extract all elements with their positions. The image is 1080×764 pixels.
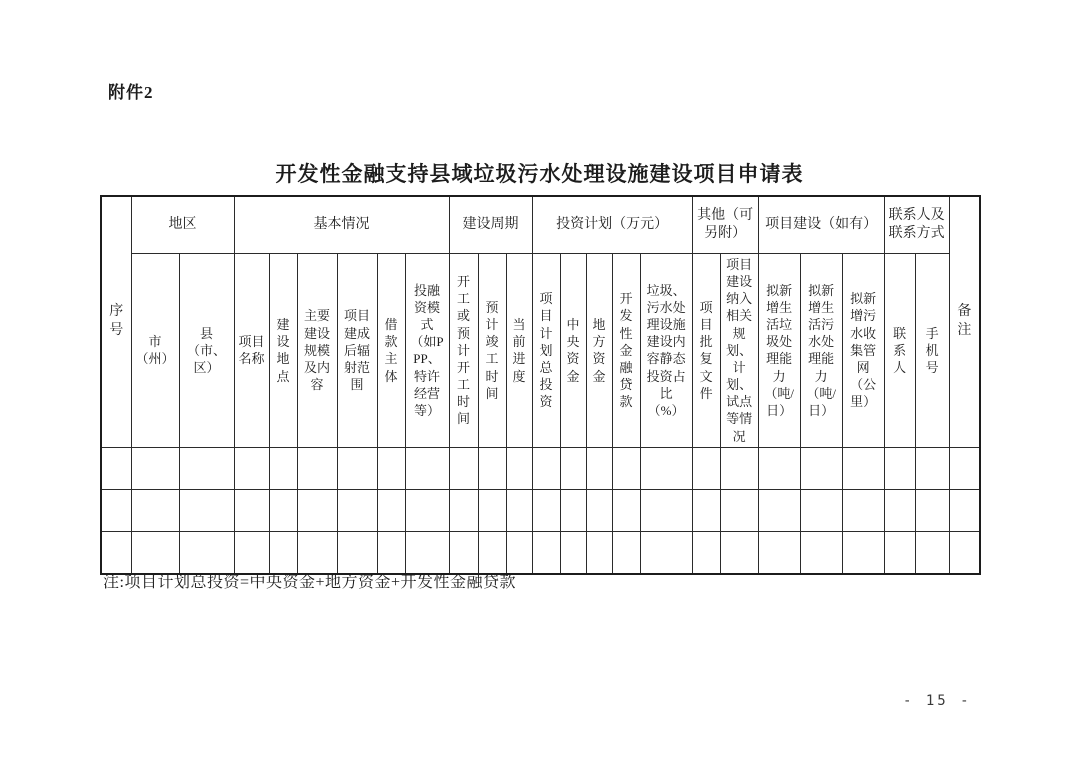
column-header-financing-mode: 投融资模式（如PPP、特许经营等） xyxy=(405,254,449,448)
empty-form-cell xyxy=(842,531,884,574)
empty-form-cell xyxy=(131,447,179,489)
empty-form-cell xyxy=(377,447,405,489)
empty-form-cell xyxy=(640,447,692,489)
empty-form-cell xyxy=(337,489,377,531)
empty-form-cell xyxy=(337,447,377,489)
column-header-start-or-expected-start: 开工或预计开工时间 xyxy=(449,254,478,448)
header-sub-row xyxy=(101,254,980,448)
empty-form-cell xyxy=(915,531,949,574)
column-header-static-investment-ratio: 垃圾、污水处理设施建设内容静态投资占比（%） xyxy=(640,254,692,448)
column-header-approval-documents: 项目批复文件 xyxy=(692,254,720,448)
column-header-post-completion-coverage: 项目建成后辐射范围 xyxy=(337,254,377,448)
empty-form-cell xyxy=(449,447,478,489)
column-header-central-funds: 中央资金 xyxy=(560,254,586,448)
empty-form-cell xyxy=(612,489,640,531)
empty-form-cell xyxy=(179,531,234,574)
empty-form-cell xyxy=(720,447,758,489)
column-header-county-city-district: 县（市、区） xyxy=(179,254,234,448)
column-header-new-sewage-capacity: 拟新增生活污水处理能力（吨/日） xyxy=(800,254,842,448)
empty-form-cell xyxy=(377,531,405,574)
empty-form-cell xyxy=(532,447,560,489)
empty-form-cell xyxy=(586,489,612,531)
empty-form-cell xyxy=(234,531,269,574)
column-group-serial-number: 序号 xyxy=(101,196,131,447)
column-header-local-funds: 地方资金 xyxy=(586,254,612,448)
column-group-project-build-group: 项目建设（如有） xyxy=(758,196,884,254)
empty-form-cell xyxy=(101,447,131,489)
empty-form-cell xyxy=(179,489,234,531)
column-header-borrower-entity: 借款主体 xyxy=(377,254,405,448)
empty-form-cell xyxy=(692,489,720,531)
empty-form-cell xyxy=(506,447,532,489)
empty-form-cell xyxy=(586,447,612,489)
column-header-new-pipe-network: 拟新增污水收集管网（公里） xyxy=(842,254,884,448)
column-group-other-group: 其他（可另附） xyxy=(692,196,758,254)
empty-form-cell xyxy=(532,531,560,574)
empty-form-cell xyxy=(478,489,506,531)
empty-form-cell xyxy=(269,489,297,531)
empty-form-cell xyxy=(692,531,720,574)
empty-form-cell xyxy=(884,489,915,531)
column-header-current-progress: 当前进度 xyxy=(506,254,532,448)
empty-form-cell xyxy=(949,447,980,489)
empty-form-cell xyxy=(449,531,478,574)
empty-form-cell xyxy=(297,531,337,574)
empty-form-cell xyxy=(297,489,337,531)
empty-form-cell xyxy=(720,489,758,531)
empty-form-cell xyxy=(758,531,800,574)
empty-form-cell xyxy=(640,531,692,574)
empty-form-cell xyxy=(101,531,131,574)
empty-form-cell xyxy=(842,489,884,531)
empty-form-cell xyxy=(612,447,640,489)
column-header-planned-total-investment: 项目计划总投资 xyxy=(532,254,560,448)
column-header-main-scale-and-content: 主要建设规模及内容 xyxy=(297,254,337,448)
empty-form-cell xyxy=(720,531,758,574)
empty-form-cell xyxy=(532,489,560,531)
empty-form-cell xyxy=(586,531,612,574)
empty-form-cell xyxy=(337,531,377,574)
empty-form-cell xyxy=(560,531,586,574)
empty-form-cell xyxy=(692,447,720,489)
header-group-row xyxy=(101,196,980,254)
attachment-label: 附件2 xyxy=(108,83,154,102)
table-row xyxy=(101,489,980,531)
empty-form-cell xyxy=(842,447,884,489)
empty-form-cell xyxy=(949,489,980,531)
empty-form-cell xyxy=(131,531,179,574)
empty-form-cell xyxy=(377,489,405,531)
column-header-expected-completion-time: 预计竣工时间 xyxy=(478,254,506,448)
column-group-contact-group: 联系人及联系方式 xyxy=(884,196,949,254)
application-form-table xyxy=(100,195,981,575)
empty-form-cell xyxy=(449,489,478,531)
column-group-build-period-group: 建设周期 xyxy=(449,196,532,254)
empty-form-cell xyxy=(640,489,692,531)
column-header-construction-site: 建设地点 xyxy=(269,254,297,448)
empty-form-cell xyxy=(234,447,269,489)
empty-form-cell xyxy=(405,489,449,531)
empty-form-cell xyxy=(297,447,337,489)
empty-form-cell xyxy=(405,447,449,489)
empty-form-cell xyxy=(758,447,800,489)
column-header-contact-person: 联系人 xyxy=(884,254,915,448)
empty-form-cell xyxy=(101,489,131,531)
table-row xyxy=(101,531,980,574)
empty-form-cell xyxy=(478,531,506,574)
empty-form-cell xyxy=(506,489,532,531)
empty-form-cell xyxy=(915,489,949,531)
column-header-city-prefecture: 市（州） xyxy=(131,254,179,448)
empty-form-cell xyxy=(560,489,586,531)
empty-form-cell xyxy=(758,489,800,531)
empty-form-cell xyxy=(884,447,915,489)
page-title: 开发性金融支持县域垃圾污水处理设施建设项目申请表 xyxy=(275,163,804,186)
column-group-basic-info-group: 基本情况 xyxy=(234,196,449,254)
page-number: - 15 - xyxy=(903,693,972,709)
footnote: 注:项目计划总投资=中央资金+地方资金+开发性金融贷款 xyxy=(103,574,517,591)
empty-form-cell xyxy=(884,531,915,574)
empty-form-cell xyxy=(949,531,980,574)
empty-form-cell xyxy=(560,447,586,489)
empty-form-cell xyxy=(800,447,842,489)
column-header-new-waste-capacity: 拟新增生活垃圾处理能力（吨/日） xyxy=(758,254,800,448)
column-header-development-finance-loan: 开发性金融贷款 xyxy=(612,254,640,448)
column-header-planning-inclusion-status: 项目建设纳入相关规划、计划、试点等情况 xyxy=(720,254,758,448)
column-group-remarks: 备注 xyxy=(949,196,980,447)
empty-form-cell xyxy=(179,447,234,489)
empty-form-cell xyxy=(915,447,949,489)
empty-form-cell xyxy=(269,531,297,574)
empty-form-cell xyxy=(800,531,842,574)
empty-form-cell xyxy=(234,489,269,531)
empty-form-cell xyxy=(800,489,842,531)
empty-form-cell xyxy=(506,531,532,574)
column-header-project-name: 项目名称 xyxy=(234,254,269,448)
empty-form-cell xyxy=(405,531,449,574)
column-group-region-group: 地区 xyxy=(131,196,234,254)
empty-form-cell xyxy=(269,447,297,489)
empty-form-cell xyxy=(131,489,179,531)
column-group-investment-plan-group: 投资计划（万元） xyxy=(532,196,692,254)
column-header-mobile-number: 手机号 xyxy=(915,254,949,448)
empty-form-cell xyxy=(478,447,506,489)
table-row xyxy=(101,447,980,489)
empty-form-cell xyxy=(612,531,640,574)
